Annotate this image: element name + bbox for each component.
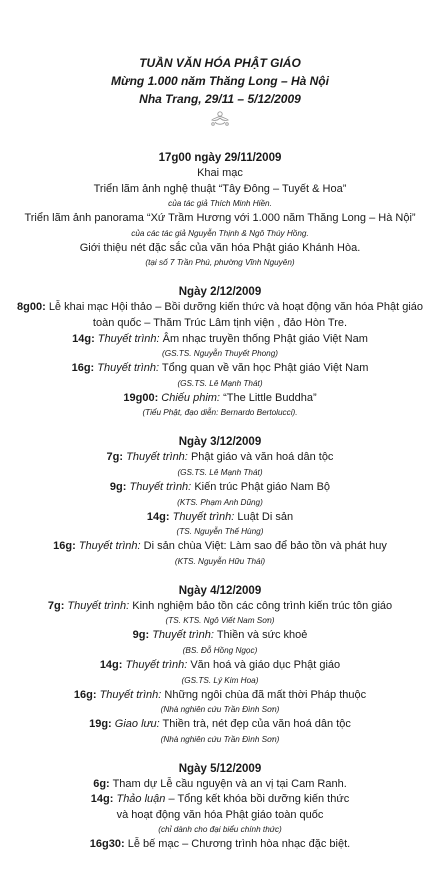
event-text: Âm nhạc truyền thống Phật giáo Việt Nam [162,332,368,345]
event-time: 9g: [132,629,150,642]
event-type: Giao lưu: [114,718,160,731]
event-text: – Tổng kết khóa bồi dưỡng kiến thức [168,793,350,806]
event-note: của tác giả Thích Minh Hiền. [168,199,272,209]
event-text: Lễ khai mạc Hội thảo – Bồi dưỡng kiến thức và hoạt động văn hóa Phật giáo [48,301,423,314]
schedule-line [0,316,440,332]
event-type: Chiếu phim: [161,391,220,404]
event-type: Thuyết trình: [78,540,141,553]
event-note: (GS.TS. Nguyễn Thuyết Phong) [161,349,279,359]
event-time: 7g: [47,599,65,612]
event-time: 16g: [71,362,95,375]
event-text: Triển lãm ảnh nghệ thuật “Tây Đông – Tuyết & Hoa” [93,182,347,195]
schedule-day-section [0,284,440,420]
schedule-line [0,808,440,824]
event-time: 16g: [73,688,97,701]
schedule-day-section [0,150,440,270]
program-title: TUẦN VĂN HÓA PHẬT GIÁO [139,56,301,70]
event-note: (KTS. Nguyễn Hữu Thái) [174,556,266,566]
event-time: 7g: [106,451,124,464]
schedule-line [0,837,440,853]
schedule-day-section [0,434,440,568]
lotus-ornament-icon [208,110,232,128]
event-text: Phật giáo và văn hoá dân tộc [190,451,334,464]
event-type: Thuyết trình: [67,599,130,612]
event-type: Thuyết trình: [99,688,162,701]
schedule [0,150,440,867]
event-note: (Tiểu Phật, đạo diễn: Bernardo Bertolucci). [142,408,298,418]
day-heading: 17g00 ngày 29/11/2009 [158,152,282,164]
event-note: (GS.TS. Lý Kim Hoa) [181,675,259,685]
program-header [0,54,440,108]
schedule-line [0,480,440,496]
event-text: Kiến trúc Phật giáo Nam Bộ [194,480,331,493]
event-time: 14g: [99,658,123,671]
schedule-line [0,182,440,198]
event-type: Thuyết trình: [129,480,192,493]
event-text: Luật Di sản [237,510,294,523]
schedule-line [0,166,440,182]
schedule-day-section [0,583,440,747]
event-text: Thiền và sức khoẻ [216,629,308,642]
event-text: Văn hoá và giáo dục Phật giáo [190,658,341,671]
event-text: Khai mạc [197,167,243,179]
event-text: Di sản chùa Việt: Làm sao để bảo tồn và phát huy [143,540,387,553]
schedule-line [0,241,440,257]
event-type: Thuyết trình: [126,451,188,464]
schedule-line [0,450,440,466]
event-type: Thuyết trình: [152,629,214,642]
day-heading: Ngày 3/12/2009 [178,436,262,449]
event-text: Tham dự Lễ cầu nguyện và an vị tại Cam Ranh. [112,777,347,790]
event-time: 19g00: [123,391,159,404]
event-note: (BS. Đỗ Hồng Ngọc) [182,645,258,655]
event-note: (TS. KTS. Ngô Viết Nam Sơn) [165,616,275,626]
schedule-line [0,658,440,674]
event-note: (TS. Nguyễn Thế Hùng) [176,527,264,537]
day-heading: Ngày 4/12/2009 [178,584,262,597]
day-heading: Ngày 5/12/2009 [178,762,262,775]
event-text: Kinh nghiệm bảo tồn các công trình kiến trúc tôn giáo [132,599,393,612]
schedule-line [0,599,440,615]
event-note: (chỉ dành cho đại biểu chính thức) [158,825,282,835]
event-text: toàn quốc – Thăm Trúc Lâm tịnh viện , đảo Hòn Tre. [92,316,348,329]
event-text: “The Little Buddha” [223,391,317,404]
event-note: (GS.TS. Lê Mạnh Thát) [177,378,263,388]
schedule-line [0,361,440,377]
event-note: (KTS. Phạm Anh Dũng) [177,497,263,507]
event-time: 16g: [53,540,76,553]
schedule-line [0,792,440,808]
event-text: Giới thiệu nét đặc sắc của văn hóa Phật giáo Khánh Hòa. [79,241,361,254]
schedule-line [0,688,440,704]
event-note: (GS.TS. Lê Mạnh Thát) [177,467,263,477]
event-time: 8g00: [17,301,46,314]
event-note: (Nhà nghiên cứu Trần Đình Sơn) [160,734,280,744]
schedule-line [0,539,440,555]
event-time: 14g: [72,332,95,345]
event-type: Thuyết trình: [97,332,160,345]
event-time: 19g: [89,718,112,731]
schedule-line [0,717,440,733]
schedule-day-section [0,761,440,853]
event-note: của các tác giả Nguyễn Thịnh & Ngô Thúy Hồng. [131,228,309,238]
event-text: Thiền trà, nét đẹp của văn hoá dân tộc [162,718,351,731]
schedule-line [0,391,440,407]
event-type: Thuyết trình: [172,510,235,523]
event-note: (Nhà nghiên cứu Trần Đình Sơn) [160,705,280,715]
event-type: Thảo luận [116,793,166,806]
schedule-line [0,628,440,644]
schedule-line [0,300,440,316]
event-time: 14g: [90,793,114,806]
schedule-line [0,510,440,526]
event-type: Thuyết trình: [125,658,188,671]
schedule-line [0,211,440,227]
program-subtitle: Mừng 1.000 năm Thăng Long – Hà Nội [111,74,329,88]
event-text: và hoạt động văn hóa Phật giáo toàn quốc [116,808,324,821]
event-type: Thuyết trình: [97,362,160,375]
event-time: 9g: [109,480,127,493]
event-note: (tại số 7 Trần Phú, phường Vĩnh Nguyên) [145,258,295,268]
event-text: Lễ bế mạc – Chương trình hòa nhạc đặc biệt. [127,838,351,851]
event-time: 6g: [93,777,110,790]
schedule-line [0,332,440,348]
schedule-line [0,777,440,793]
day-heading: Ngày 2/12/2009 [178,286,262,299]
event-text: Những ngôi chùa đã mất thời Pháp thuộc [164,688,367,701]
event-time: 16g30: [89,838,125,851]
event-text: Triển lãm ảnh panorama “Xứ Trầm Hương với 1.000 năm Thăng Long – Hà Nội” [24,212,416,225]
event-time: 14g: [146,510,170,523]
event-text: Tổng quan về văn học Phật giáo Việt Nam [161,362,369,375]
program-place-date: Nha Trang, 29/11 – 5/12/2009 [139,92,301,106]
